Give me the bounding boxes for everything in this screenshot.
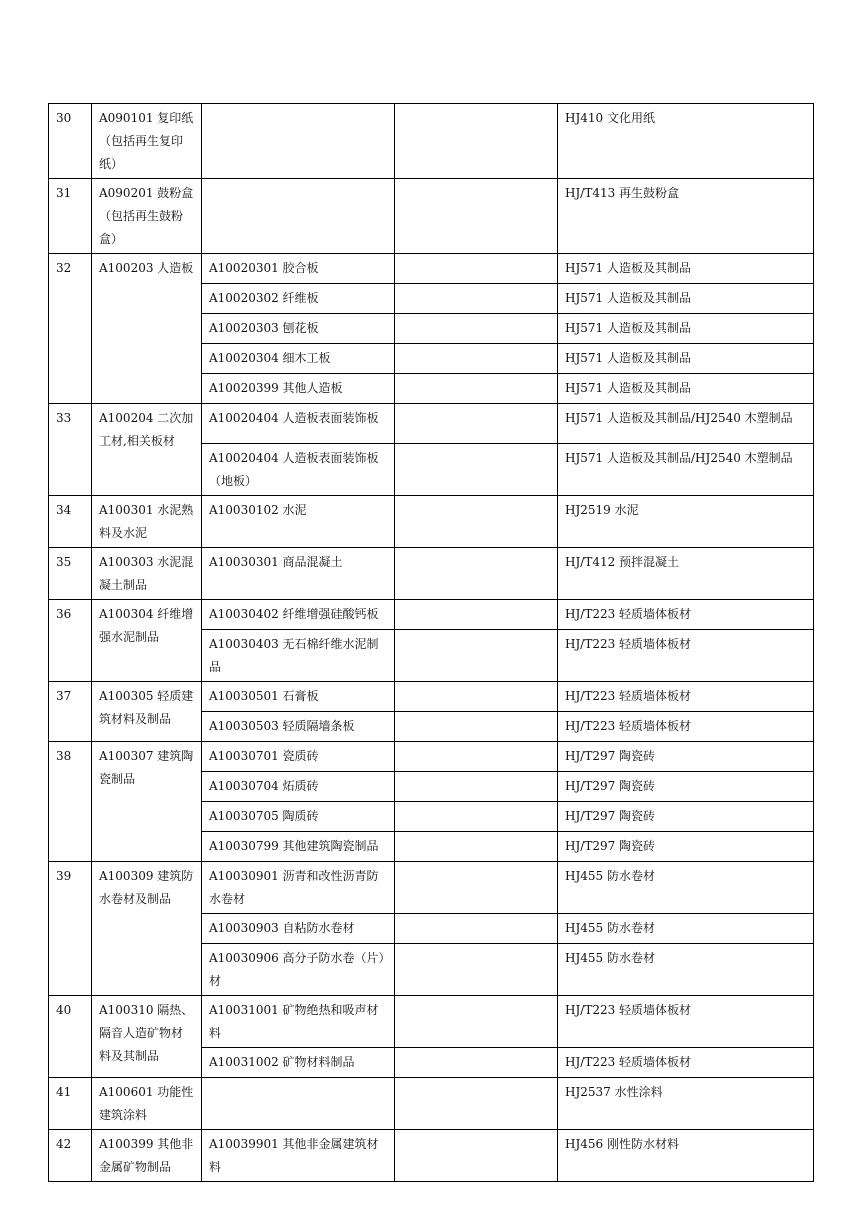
standard-cell: HJ571 人造板及其制品 (558, 284, 814, 314)
note-cell (395, 254, 558, 284)
table-row (49, 179, 814, 254)
standard-cell: HJ/T297 陶瓷砖 (558, 772, 814, 802)
product-code-cell: A10030503 轻质隔墙条板 (202, 712, 395, 742)
table-body (49, 104, 814, 1182)
note-cell (395, 344, 558, 374)
product-code-cell: A10020304 细木工板 (202, 344, 395, 374)
standard-cell: HJ/T223 轻质墙体板材 (558, 630, 814, 682)
standard-cell: HJ/T412 预拌混凝土 (558, 548, 814, 600)
category-cell: A100601 功能性建筑涂料 (92, 1078, 202, 1130)
product-code-cell (202, 179, 395, 254)
category-cell: A100399 其他非金属矿物制品 (92, 1130, 202, 1182)
table-row (49, 404, 814, 444)
category-cell: A090201 鼓粉盒（包括再生鼓粉盒） (92, 179, 202, 254)
note-cell (395, 630, 558, 682)
standard-cell: HJ455 防水卷材 (558, 914, 814, 944)
table-row (49, 254, 814, 284)
product-code-cell: A10030705 陶质砖 (202, 802, 395, 832)
category-cell: A100309 建筑防水卷材及制品 (92, 862, 202, 996)
table-row (49, 104, 814, 179)
product-code-cell (202, 104, 395, 179)
standard-cell: HJ571 人造板及其制品 (558, 314, 814, 344)
standard-cell: HJ/T297 陶瓷砖 (558, 832, 814, 862)
standard-cell: HJ571 人造板及其制品 (558, 374, 814, 404)
row-number: 42 (49, 1130, 92, 1182)
row-number: 33 (49, 404, 92, 496)
row-number: 38 (49, 742, 92, 862)
row-number: 41 (49, 1078, 92, 1130)
product-code-cell: A10030704 炻质砖 (202, 772, 395, 802)
note-cell (395, 179, 558, 254)
table-row (49, 862, 814, 914)
standard-cell: HJ/T223 轻质墙体板材 (558, 712, 814, 742)
note-cell (395, 374, 558, 404)
product-code-cell: A10039901 其他非金属建筑材料 (202, 1130, 395, 1182)
table-row (49, 742, 814, 772)
standard-cell: HJ2519 水泥 (558, 496, 814, 548)
note-cell (395, 944, 558, 996)
note-cell (395, 284, 558, 314)
category-cell: A100304 纤维增强水泥制品 (92, 600, 202, 682)
product-code-cell: A10030906 高分子防水卷（片）材 (202, 944, 395, 996)
category-cell: A090101 复印纸（包括再生复印纸） (92, 104, 202, 179)
product-code-cell: A10020404 人造板表面装饰板（地板） (202, 444, 395, 496)
product-code-cell: A10020404 人造板表面装饰板 (202, 404, 395, 444)
note-cell (395, 600, 558, 630)
note-cell (395, 832, 558, 862)
row-number: 35 (49, 548, 92, 600)
product-code-cell (202, 1078, 395, 1130)
standard-cell: HJ456 刚性防水材料 (558, 1130, 814, 1182)
product-code-cell: A10030501 石膏板 (202, 682, 395, 712)
product-code-cell: A10030901 沥青和改性沥青防水卷材 (202, 862, 395, 914)
standard-cell: HJ/T223 轻质墙体板材 (558, 996, 814, 1048)
note-cell (395, 1130, 558, 1182)
product-code-cell: A10020303 刨花板 (202, 314, 395, 344)
standard-cell: HJ/T223 轻质墙体板材 (558, 1048, 814, 1078)
standard-cell: HJ571 人造板及其制品 (558, 344, 814, 374)
note-cell (395, 444, 558, 496)
product-code-cell: A10031002 矿物材料制品 (202, 1048, 395, 1078)
product-code-cell: A10020302 纤维板 (202, 284, 395, 314)
row-number: 36 (49, 600, 92, 682)
note-cell (395, 682, 558, 712)
category-cell: A100303 水泥混凝土制品 (92, 548, 202, 600)
row-number: 32 (49, 254, 92, 404)
note-cell (395, 742, 558, 772)
standard-cell: HJ2537 水性涂料 (558, 1078, 814, 1130)
table-row (49, 1130, 814, 1182)
standard-cell: HJ/T223 轻质墙体板材 (558, 600, 814, 630)
note-cell (395, 404, 558, 444)
note-cell (395, 496, 558, 548)
note-cell (395, 104, 558, 179)
category-cell: A100301 水泥熟料及水泥 (92, 496, 202, 548)
standard-cell: HJ455 防水卷材 (558, 862, 814, 914)
product-code-cell: A10030903 自粘防水卷材 (202, 914, 395, 944)
table-row (49, 996, 814, 1048)
standard-cell: HJ/T223 轻质墙体板材 (558, 682, 814, 712)
category-cell: A100305 轻质建筑材料及制品 (92, 682, 202, 742)
note-cell (395, 996, 558, 1048)
table-row (49, 600, 814, 630)
table-row (49, 1078, 814, 1130)
product-code-cell: A10030701 瓷质砖 (202, 742, 395, 772)
note-cell (395, 712, 558, 742)
note-cell (395, 772, 558, 802)
note-cell (395, 1078, 558, 1130)
note-cell (395, 802, 558, 832)
note-cell (395, 914, 558, 944)
standard-cell: HJ455 防水卷材 (558, 944, 814, 996)
standard-cell: HJ/T297 陶瓷砖 (558, 742, 814, 772)
standard-cell: HJ571 人造板及其制品/HJ2540 木塑制品 (558, 444, 814, 496)
note-cell (395, 548, 558, 600)
row-number: 30 (49, 104, 92, 179)
product-code-cell: A10020301 胶合板 (202, 254, 395, 284)
category-cell: A100203 人造板 (92, 254, 202, 404)
table-row (49, 682, 814, 712)
row-number: 39 (49, 862, 92, 996)
standard-cell: HJ571 人造板及其制品/HJ2540 木塑制品 (558, 404, 814, 444)
row-number: 34 (49, 496, 92, 548)
standard-cell: HJ/T413 再生鼓粉盒 (558, 179, 814, 254)
note-cell (395, 862, 558, 914)
table-row (49, 496, 814, 548)
product-code-cell: A10020399 其他人造板 (202, 374, 395, 404)
product-code-cell: A10030799 其他建筑陶瓷制品 (202, 832, 395, 862)
note-cell (395, 1048, 558, 1078)
product-code-cell: A10030301 商品混凝土 (202, 548, 395, 600)
standard-cell: HJ410 文化用纸 (558, 104, 814, 179)
product-code-cell: A10031001 矿物绝热和吸声材料 (202, 996, 395, 1048)
row-number: 40 (49, 996, 92, 1078)
row-number: 31 (49, 179, 92, 254)
row-number: 37 (49, 682, 92, 742)
standard-cell: HJ571 人造板及其制品 (558, 254, 814, 284)
table-row (49, 548, 814, 600)
category-cell: A100204 二次加工材,相关板材 (92, 404, 202, 496)
product-standard-table (48, 103, 814, 1182)
product-code-cell: A10030102 水泥 (202, 496, 395, 548)
note-cell (395, 314, 558, 344)
product-code-cell: A10030402 纤维增强硅酸钙板 (202, 600, 395, 630)
category-cell: A100310 隔热、隔音人造矿物材料及其制品 (92, 996, 202, 1078)
standard-cell: HJ/T297 陶瓷砖 (558, 802, 814, 832)
product-code-cell: A10030403 无石棉纤维水泥制品 (202, 630, 395, 682)
category-cell: A100307 建筑陶瓷制品 (92, 742, 202, 862)
